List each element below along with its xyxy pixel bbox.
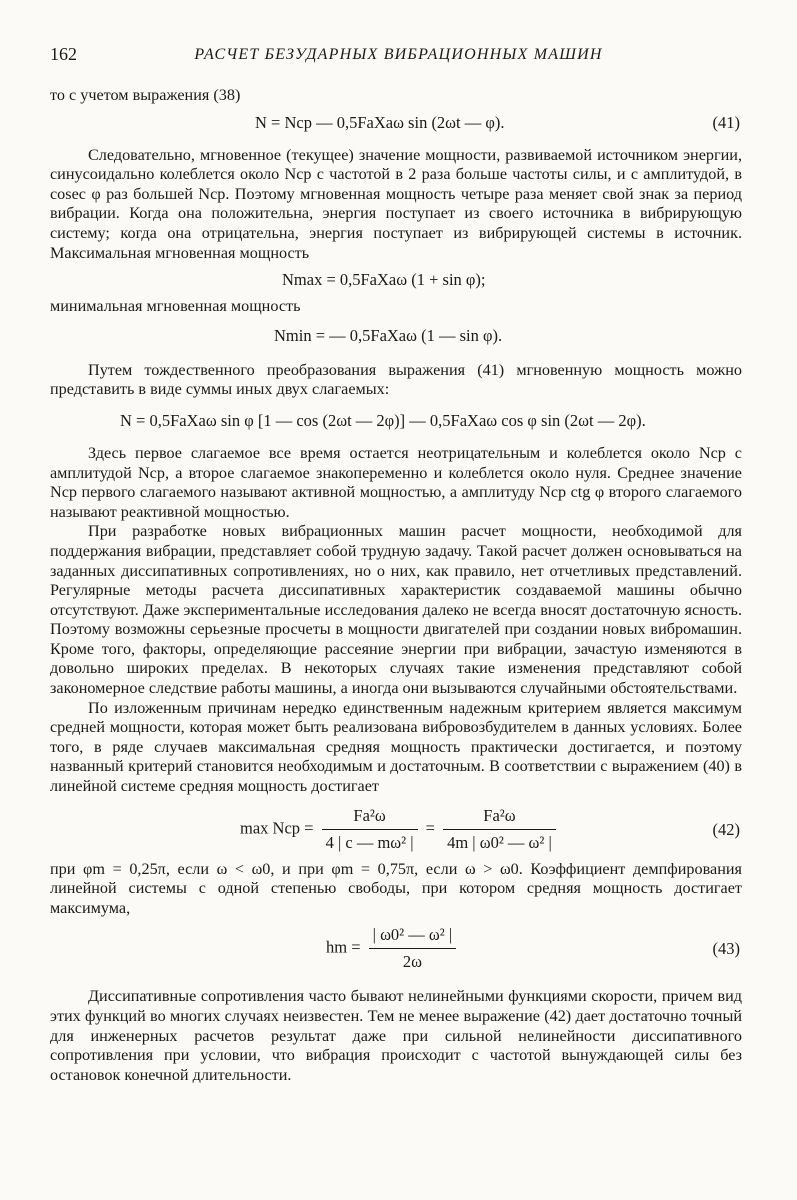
equation-42-fraction-1 xyxy=(322,805,418,854)
paragraph-active-reactive: Здесь первое слагаемое все время остается неотрицательным и колеблется около Nср с амплитудой Nср, а второе слагаемое знакопеременно и колеблется около нуля. Среднее значение Nср первого слагаемого называют активной мощностью, а амплитуду Nср ctg φ второго слагаемого называют реактивной мощностью. xyxy=(50,443,742,521)
running-title: РАСЧЕТ БЕЗУДАРНЫХ ВИБРАЦИОННЫХ МАШИН xyxy=(194,46,603,63)
page-number: 162 xyxy=(50,44,77,64)
equation-42-fraction-2-denominator: 4m | ω0² — ω² | xyxy=(443,829,556,854)
equation-42-fraction-2-numerator: Fа²ω xyxy=(483,805,516,825)
paragraph-criterion: По изложенным причинам нередко единственным надежным критерием является максимум средней мощности, которая может быть реализована вибровозбудителем в данных условиях. Более того, в ряде случаев максимальная средняя мощность практически достигается, и поэтому названный критерий становится необходимым и достаточным. В соответствии с выражением (40) в линейной системе средняя мощность достигает xyxy=(50,698,742,796)
page-body xyxy=(50,86,742,1085)
equation-42-fraction-1-numerator: Fа²ω xyxy=(353,805,386,825)
equation-42-equals: = xyxy=(425,817,435,837)
equation-sum xyxy=(50,410,742,432)
paragraph-nonlinear: Диссипативные сопротивления часто бывают нелинейными функциями скорости, причем вид этих функций во многих случаях неизвестен. Тем не менее выражение (42) дает достаточно точный для инженерных расчетов результат даже при сильной нелинейности диссипативного сопротивления при условии, что вибрация происходит с частотой вынуждающей силы без остановок конечной длительности. xyxy=(50,987,742,1084)
paragraph-min-label: минимальная мгновенная мощность xyxy=(50,297,301,316)
equation-43 xyxy=(50,924,742,973)
equation-42 xyxy=(50,805,742,854)
equation-41 xyxy=(50,112,742,134)
equation-42-number: (42) xyxy=(712,819,740,839)
equation-43-fraction xyxy=(369,924,456,973)
equation-42-lhs: max Nср = xyxy=(240,817,314,837)
page-header xyxy=(50,44,747,72)
equation-41-text: N = Nср — 0,5FаXаω sin (2ωt — φ). xyxy=(255,112,505,132)
paragraph-transformation: Путем тождественного преобразования выражения (41) мгновенную мощность можно представить в виде суммы иных двух слагаемых: xyxy=(50,360,742,399)
equation-41-number: (41) xyxy=(712,112,740,132)
paragraph-design-problem: При разработке новых вибрационных машин расчет мощности, необходимой для поддержания вибрации, представляет собой трудную задачу. Такой расчет должен основываться на заданных диссипативных сопротивлениях, но о них, как правило, нет отчетливых представлений. Регулярные методы расчета диссипативных характеристик создаваемой машины обычно отсутствуют. Даже экспериментальные исследования далеко не всегда вносят достаточную ясность. Поэтому возможны серьезные просчеты в мощности двигателей при создании новых вибромашин. Кроме того, факторы, определяющие рассеяние энергии при вибрации, зачастую изменяются в довольно широких пределах. В некоторых случаях такие изменения представляют собой закономерное следствие работы машины, а иногда они вызываются случайными обстоятельствами. xyxy=(50,522,742,698)
intro-line: то с учетом выражения (38) xyxy=(50,86,241,104)
paragraph-damping: при φm = 0,25π, если ω < ω0, и при φm = 0,75π, если ω > ω0. Коэффициент демпфирования линейной системы с одной степенью свободы, при котором средняя мощность достигает максимума, xyxy=(50,859,742,917)
equation-43-numerator: | ω0² — ω² | xyxy=(372,925,453,945)
equation-43-lhs: hm = xyxy=(326,937,361,957)
equation-min-text: Nmin = — 0,5FаXаω (1 — sin φ). xyxy=(274,325,503,345)
equation-sum-text: N = 0,5FаXаω sin φ [1 — cos (2ωt — 2φ)] — 0,5FаXаω cos φ sin (2ωt — 2φ). xyxy=(120,410,646,430)
equation-43-number: (43) xyxy=(712,939,740,959)
equation-max xyxy=(50,269,742,291)
equation-42-fraction-1-denominator: 4 | c — mω² | xyxy=(322,829,418,854)
equation-42-fraction-2 xyxy=(443,805,556,854)
equation-max-text: Nmax = 0,5FаXаω (1 + sin φ); xyxy=(282,270,486,290)
paragraph-instantaneous-power: Следовательно, мгновенное (текущее) значение мощности, развиваемой источником энергии, синусоидально колеблется около Nср с частотой в 2 раза больше частоты силы, и с амплитудой, в cosec φ раз большей Nср. Поэтому мгновенная мощность четыре раза меняет свой знак за период вибрации. Когда она положительна, энергия поступает из своего источника в вибрирующую систему; когда она отрицательна, энергия поступает из вибрирующей системы в источник. Максимальная мгновенная мощность xyxy=(50,145,742,262)
equation-43-denominator: 2ω xyxy=(369,948,456,973)
equation-min xyxy=(50,325,742,347)
